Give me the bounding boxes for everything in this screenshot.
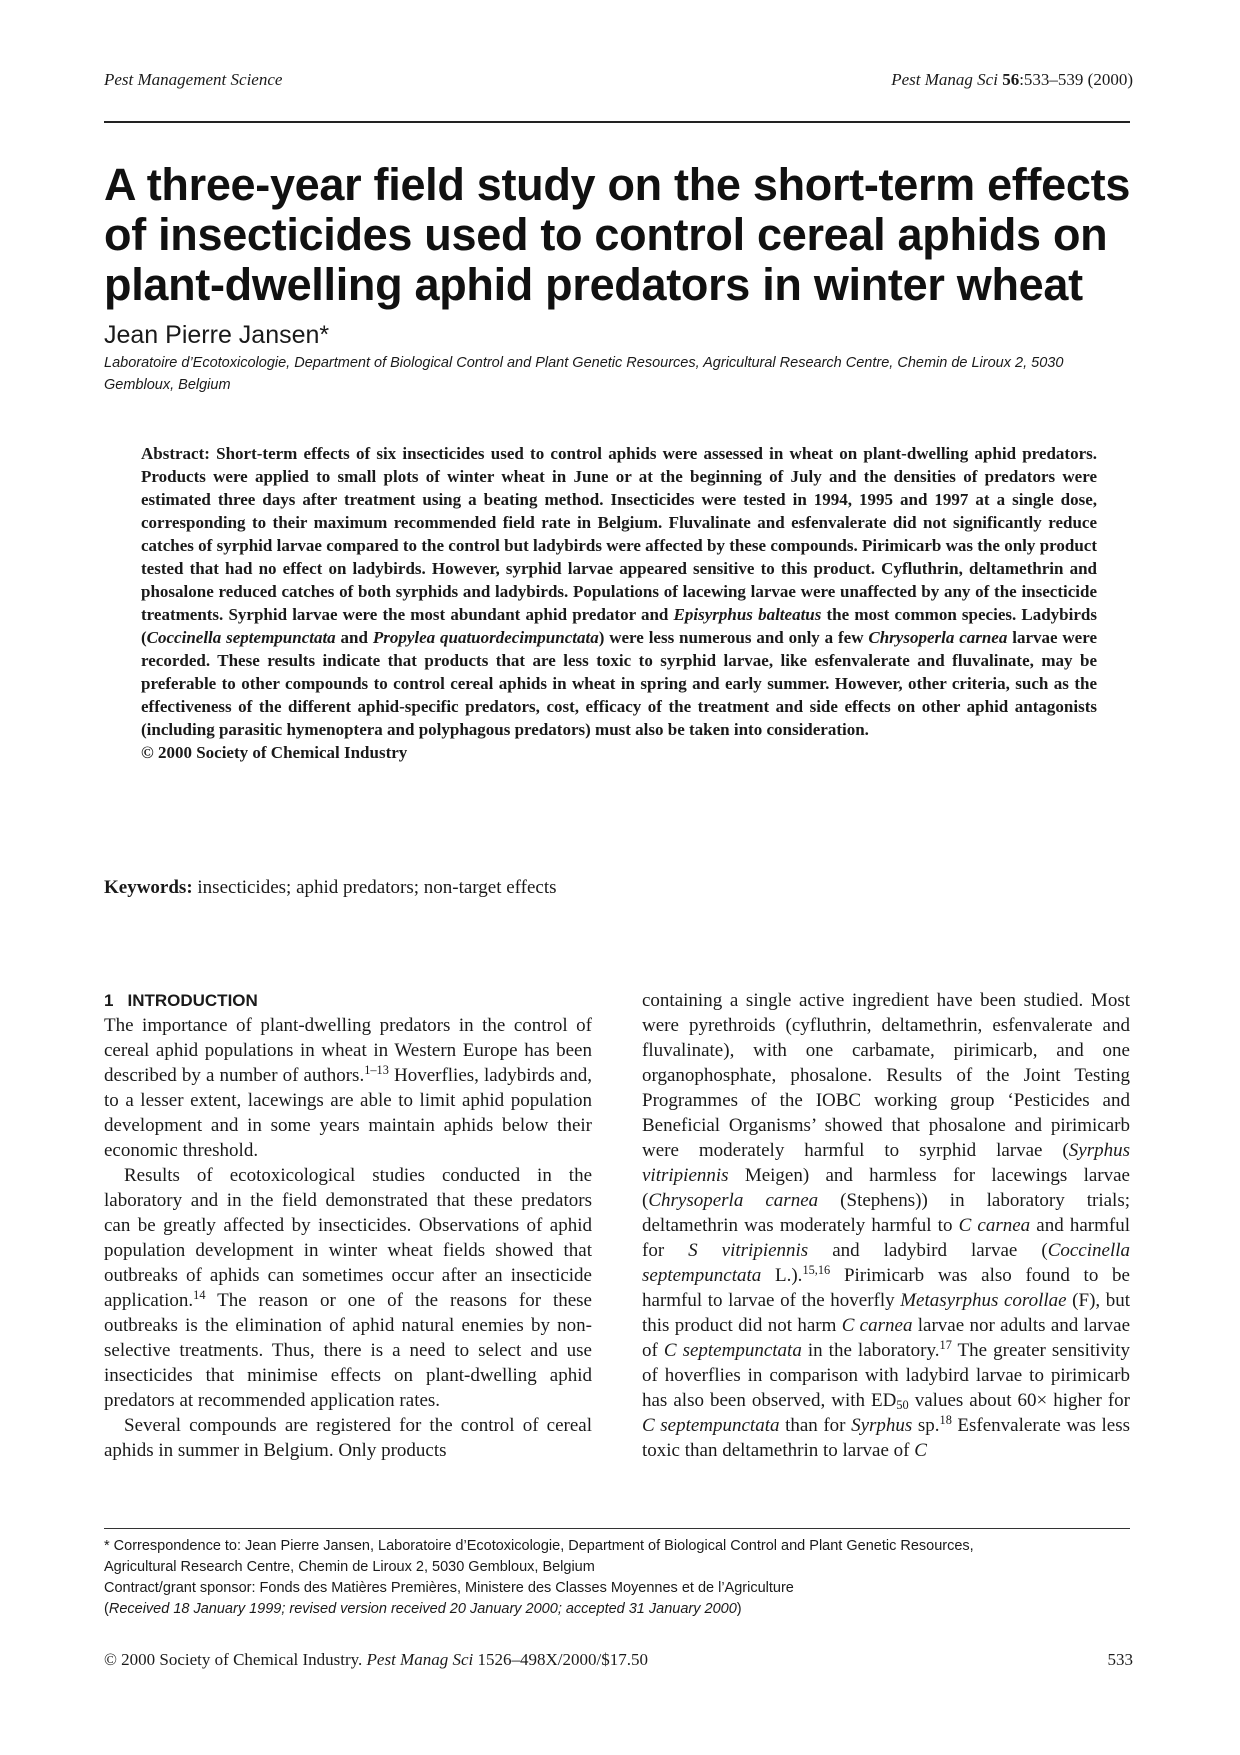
footnotes	[104, 1536, 1130, 1620]
running-header-citation	[891, 70, 1133, 90]
citation-pages: :533–539 (2000)	[1019, 70, 1133, 89]
footnote-correspondence: * Correspondence to: Jean Pierre Jansen, Laboratoire d’Ecotoxicologie, Department of Biological Control and Plant Genetic Resources,	[104, 1538, 974, 1554]
section-heading	[104, 988, 592, 1013]
citation-ref: 14	[193, 1288, 206, 1303]
paragraph: containing a single active ingredient have been studied. Most were pyrethroids (cyfluthrin, deltamethrin, esfenvalerate and fluvalinate), with one carbamate, pirimicarb, and one organophosphate, phosalone. Results of the Joint Testing Programmes of the IOBC working group ‘Pesticides and Beneficial Organisms’ showed that phosalone and pirimicarb were moderately harmful to syrphid larvae (Syrphus vitripiennis Meigen) and harmless for lacewings larvae (Chrysoperla carnea (Stephens)) in laboratory trials; deltamethrin was moderately harmful to C carnea and harmful for S vitripiennis and ladybird larvae (Coccinella septempunctata L.).$^{15,16}$ Pirimicarb was also found to be harmful to larvae of the hoverfly Metasyrphus corollae (F), but this product did not harm C carnea larvae nor adults and larvae of C septempunctata in the laboratory.$^{17}$ The greater sensitivity of hoverflies in comparison with ladybird larvae to pirimicarb has also been observed, with $ED_{50}$ values about 60× higher for C septempunctata than for Syrphus sp.$^{18}$ Esfenvalerate was less toxic than deltamethrin to larvae of C	[642, 990, 1131, 1461]
footnote-rule	[104, 1528, 1130, 1529]
article-title	[104, 160, 1144, 310]
section-number: 1	[104, 991, 114, 1010]
paragraph: The importance of plant-dwelling predators in the control of cereal aphid populations in wheat in Western Europe has been described by a number of authors.$^{1-13}$ Hoverflies, ladybirds and, to a lesser extent, lacewings are able to limit aphid population development and in some years maintain aphids below their economic threshold.	[104, 1015, 592, 1161]
citation-ref: 17	[939, 1338, 952, 1353]
author-name: Jean Pierre Jansen*	[104, 321, 330, 349]
abstract-copyright: © 2000 Society of Chemical Industry	[141, 743, 408, 762]
keywords-label: Keywords:	[104, 877, 193, 898]
header-rule	[104, 121, 1130, 123]
page-number: 533	[1107, 1650, 1133, 1669]
body-column-right	[642, 988, 1130, 1463]
body-column-left	[104, 988, 592, 1463]
keywords	[104, 877, 557, 899]
footnote-address: Agricultural Research Centre, Chemin de Liroux 2, 5030 Gembloux, Belgium	[104, 1559, 595, 1575]
running-header-journal: Pest Management Science	[104, 70, 283, 89]
footer-copyright: © 2000 Society of Chemical Industry. Pest Manag Sci 1526–498X/2000/$17.50	[104, 1650, 648, 1669]
title-line: A three-year field study on the short-term effects	[104, 159, 1131, 210]
keywords-text: insecticides; aphid predators; non-target effects	[192, 877, 557, 898]
citation-ref: 15,16	[802, 1263, 831, 1278]
footnote-sponsor: Contract/grant sponsor: Fonds des Matières Premières, Ministere des Classes Moyennes et de l’Agriculture	[104, 1580, 794, 1596]
paragraph: Results of ecotoxicological studies conducted in the laboratory and in the field demonstrated that these predators can be greatly affected by insecticides. Observations of aphid population development in winter wheat fields showed that outbreaks of aphids can sometimes occur after an insecticide application.$^{14}$ The reason or one of the reasons for these outbreaks is the elimination of aphid natural enemies by non-selective treatments. Thus, there is a need to select and use insecticides that minimise effects on plant-dwelling aphid predators at recommended application rates.	[104, 1165, 592, 1411]
abstract-text: Abstract: Short-term effects of six insecticides used to control aphids were assessed in wheat on plant-dwelling aphid predators. Products were applied to small plots of winter wheat in June or at the beginning of July and the densities of predators were estimated three days after treatment using a beating method. Insecticides were tested in 1994, 1995 and 1997 at a single dose, corresponding to their maximum recommended field rate in Belgium. Fluvalinate and esfenvalerate did not significantly reduce catches of syrphid larvae compared to the control but ladybirds were affected by these compounds. Pirimicarb was the only product tested that had no effect on ladybirds. However, syrphid larvae appeared sensitive to this product. Cyfluthrin, deltamethrin and phosalone reduced catches of both syrphids and ladybirds. Populations of lacewing larvae were unaffected by any of the insecticide treatments. Syrphid larvae were the most abundant aphid predator and Episyrphus balteatus the most common species. Ladybirds (Coccinella septempunctata and Propylea quatuordecimpunctata) were less numerous and only a few Chrysoperla carnea larvae were recorded. These results indicate that products that are less toxic to syrphid larvae, like esfenvalerate and fluvalinate, may be preferable to other compounds to control cereal aphids in wheat in spring and early summer. However, other criteria, such as the effectiveness of the different aphid-specific predators, cost, efficacy of the treatment and side effects on other aphid antagonists (including parasitic hymenoptera and polyphagous predators) must also be taken into consideration.	[141, 444, 1098, 739]
citation-ref: 1–13	[364, 1063, 389, 1078]
abstract	[141, 442, 1097, 764]
citation-ref: 18	[939, 1413, 952, 1428]
paragraph: Several compounds are registered for the control of cereal aphids in summer in Belgium. Only products	[104, 1415, 592, 1461]
section-title: INTRODUCTION	[127, 991, 258, 1010]
author-affiliation: Laboratoire d’Ecotoxicologie, Department of Biological Control and Plant Genetic Resources, Agricultural Research Centre, Chemin de Liroux 2, 5030 Gembloux, Belgium	[104, 355, 1064, 393]
title-line: of insecticides used to control cereal aphids on	[104, 209, 1108, 260]
citation-volume: 56	[1002, 70, 1020, 89]
footnote-received: (Received 18 January 1999; revised version received 20 January 2000; accepted 31 January 2000)	[104, 1601, 742, 1617]
title-line: plant-dwelling aphid predators in winter wheat	[104, 259, 1083, 310]
citation-journal: Pest Manag Sci	[891, 70, 998, 89]
